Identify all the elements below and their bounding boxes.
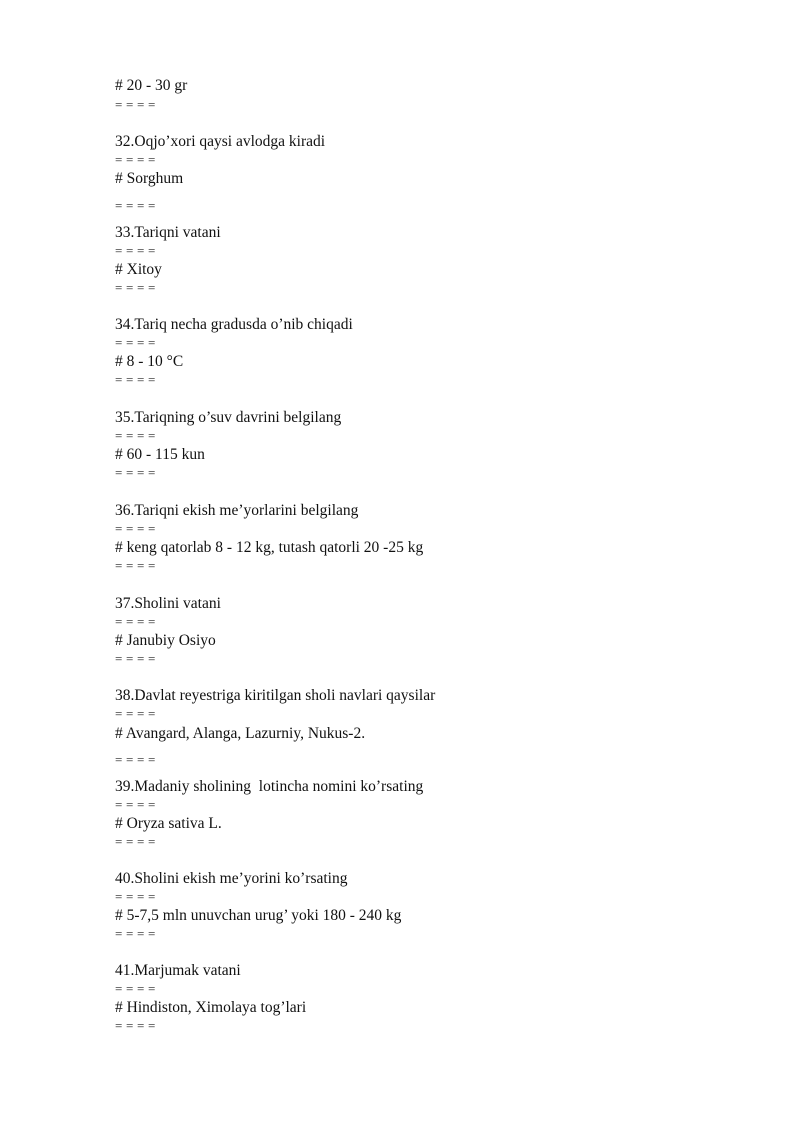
separator: = = = = <box>115 614 156 629</box>
separator: = = = = <box>115 1018 156 1033</box>
question-41: 41.Marjumak vatani <box>115 962 241 979</box>
answer-34: # 8 - 10 °C <box>115 353 184 370</box>
separator: = = = = <box>115 428 156 443</box>
separator: = = = = <box>115 335 156 350</box>
separator: = = = = <box>115 651 156 666</box>
question-33: 33.Tariqni vatani <box>115 224 221 241</box>
answer-33: # Xitoy <box>115 261 162 278</box>
separator: = = = = <box>115 706 156 721</box>
question-34: 34.Tariq necha gradusda o’nib chiqadi <box>115 316 353 333</box>
separator: = = = = <box>115 521 156 536</box>
answer-36: # keng qatorlab 8 - 12 kg, tutash qatorli 20 -25 kg <box>115 539 424 556</box>
question-37: 37.Sholini vatani <box>115 595 221 612</box>
separator: = = = = <box>115 243 156 258</box>
question-35: 35.Tariqning o’suv davrini belgilang <box>115 409 342 426</box>
question-39: 39.Madaniy sholining lotincha nomini ko’rsating <box>115 778 424 795</box>
separator: = = = = <box>115 280 156 295</box>
question-36: 36.Tariqni ekish me’yorlarini belgilang <box>115 502 359 519</box>
separator: = = = = <box>115 752 156 767</box>
separator: = = = = <box>115 889 156 904</box>
separator: = = = = <box>115 152 156 167</box>
separator: = = = = <box>115 97 156 112</box>
answer-40: # 5-7,5 mln unuvchan urug’ yoki 180 - 240 kg <box>115 907 402 924</box>
separator: = = = = <box>115 372 156 387</box>
answer-35: # 60 - 115 kun <box>115 446 205 463</box>
question-38: 38.Davlat reyestriga kiritilgan sholi navlari qaysilar <box>115 687 436 704</box>
question-32: 32.Oqjo’xori qaysi avlodga kiradi <box>115 133 326 150</box>
answer-38: # Avangard, Alanga, Lazurniy, Nukus-2. <box>115 725 366 742</box>
separator: = = = = <box>115 198 156 213</box>
separator: = = = = <box>115 981 156 996</box>
intro-answer: # 20 - 30 gr <box>115 77 188 94</box>
answer-32: # Sorghum <box>115 170 184 187</box>
answer-37: # Janubiy Osiyo <box>115 632 216 649</box>
separator: = = = = <box>115 926 156 941</box>
question-40: 40.Sholini ekish me’yorini ko’rsating <box>115 870 348 887</box>
separator: = = = = <box>115 797 156 812</box>
separator: = = = = <box>115 465 156 480</box>
separator: = = = = <box>115 834 156 849</box>
answer-39: # Oryza sativa L. <box>115 815 222 832</box>
answer-41: # Hindiston, Ximolaya tog’lari <box>115 999 307 1016</box>
separator: = = = = <box>115 558 156 573</box>
